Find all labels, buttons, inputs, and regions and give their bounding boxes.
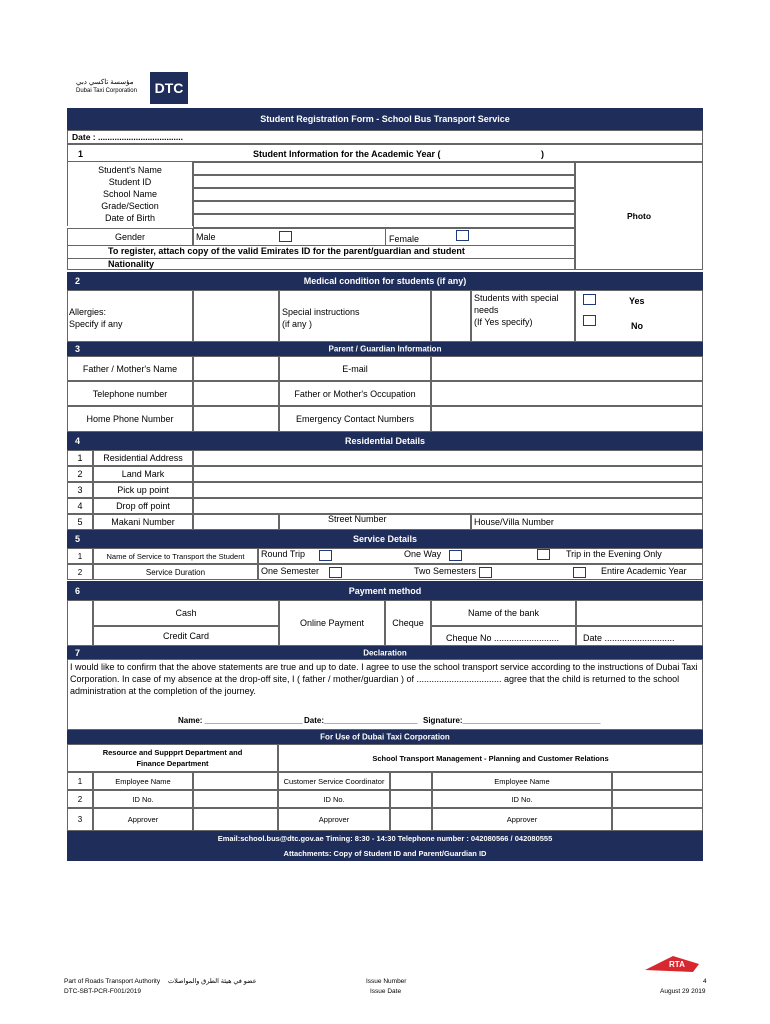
section2-title: Medical condition for students (if any) bbox=[303, 276, 467, 286]
office-col1-header bbox=[67, 744, 278, 772]
special-instructions-input[interactable] bbox=[431, 290, 471, 342]
section6-number: 6 bbox=[75, 585, 81, 596]
student-name-input[interactable] bbox=[193, 162, 575, 175]
payment-left-border bbox=[67, 600, 93, 646]
father-mother-name-input[interactable] bbox=[193, 356, 279, 381]
one-semester-checkbox[interactable] bbox=[329, 567, 342, 578]
logo-english-text: Dubai Taxi Corporation bbox=[76, 88, 137, 94]
office-col1-header-text: Resource and Suppprt Department and Finance Department bbox=[102, 748, 243, 768]
office-row-2-c[interactable]: ID No. bbox=[432, 790, 612, 808]
residential-row-4-label: Drop off point bbox=[93, 498, 193, 514]
section1-header bbox=[67, 144, 703, 162]
email-input[interactable] bbox=[431, 356, 703, 381]
one-way-label: One Way bbox=[404, 549, 442, 559]
section3-bar bbox=[67, 342, 703, 356]
section6-title: Payment method bbox=[348, 585, 422, 596]
allergies-input[interactable] bbox=[193, 290, 279, 342]
declaration-signature[interactable]: Signature:_______________________________ bbox=[423, 716, 601, 725]
section5-title: Service Details bbox=[352, 534, 418, 544]
label-student-id: Student ID bbox=[108, 177, 152, 187]
special-needs-label-2: needs bbox=[474, 305, 499, 315]
special-needs-no-label: No bbox=[631, 321, 643, 331]
bank-name-extra[interactable] bbox=[576, 600, 703, 626]
school-name-input[interactable] bbox=[193, 188, 575, 201]
section4-bar bbox=[67, 432, 703, 450]
home-phone-label: Home Phone Number bbox=[67, 406, 193, 432]
cheque-no-label: Cheque No .......................... bbox=[446, 633, 560, 643]
house-villa-label: House/Villa Number bbox=[474, 517, 554, 527]
nationality-row[interactable] bbox=[67, 258, 575, 270]
two-semesters-label: Two Semesters bbox=[414, 566, 477, 576]
office-row-3-num: 3 bbox=[67, 808, 93, 831]
footer-issue-date-label: Issue Date bbox=[370, 988, 402, 995]
father-mother-name-label: Father / Mother's Name bbox=[67, 356, 193, 381]
one-way-checkbox[interactable] bbox=[449, 550, 462, 561]
office-row-3-a-input[interactable] bbox=[193, 808, 278, 831]
contact-info: Email:school.bus@dtc.gov.ae Timing: 8:30 - 14:30 Telephone number : 042080566 / 042080555 bbox=[217, 834, 553, 843]
entire-year-label: Entire Academic Year bbox=[601, 566, 687, 576]
contact-bar bbox=[67, 831, 703, 861]
occupation-input[interactable] bbox=[431, 381, 703, 406]
office-row-1-a-input[interactable] bbox=[193, 772, 278, 790]
date-line[interactable]: Date : .................................... bbox=[67, 130, 703, 144]
cheque-date-field[interactable] bbox=[576, 626, 703, 646]
office-row-1-num: 1 bbox=[67, 772, 93, 790]
footer-issue-number-label: Issue Number bbox=[366, 978, 407, 985]
footer-issue-date: August 29 2019 bbox=[660, 988, 706, 995]
section5-number: 5 bbox=[75, 534, 81, 544]
office-row-3-b[interactable]: Approver bbox=[278, 808, 390, 831]
office-col2-header-text: School Transport Management - Planning and Customer Relations bbox=[372, 753, 609, 763]
office-row-2-b[interactable]: ID No. bbox=[278, 790, 390, 808]
male-checkbox[interactable] bbox=[279, 231, 292, 242]
label-student-name: Student's Name bbox=[98, 165, 162, 175]
office-row-2-num: 2 bbox=[67, 790, 93, 808]
office-row-3-c-input[interactable] bbox=[612, 808, 703, 831]
label-date-of-birth: Date of Birth bbox=[104, 213, 156, 223]
section1-title: Student Information for the Academic Year ( bbox=[253, 149, 441, 159]
form-title-bar bbox=[67, 108, 703, 130]
section2-number: 2 bbox=[75, 276, 81, 286]
grade-section-input[interactable] bbox=[193, 201, 575, 214]
residential-row-2-label: Land Mark bbox=[93, 466, 193, 482]
male-label: Male bbox=[196, 232, 216, 242]
office-row-1-b-input[interactable] bbox=[390, 772, 432, 790]
telephone-label: Telephone number bbox=[67, 381, 193, 406]
office-row-2-c-input[interactable] bbox=[612, 790, 703, 808]
section7-number: 7 bbox=[75, 647, 81, 658]
round-trip-label: Round Trip bbox=[261, 549, 306, 559]
section7-bar bbox=[67, 646, 703, 659]
section3-number: 3 bbox=[75, 344, 81, 354]
office-row-2-a[interactable]: ID No. bbox=[93, 790, 193, 808]
special-needs-yes-label: Yes bbox=[629, 296, 645, 306]
service-row-2-num: 2 bbox=[67, 564, 93, 580]
gender-label: Gender bbox=[114, 232, 146, 242]
office-row-2-b-input[interactable] bbox=[390, 790, 432, 808]
footer-part-of: Part of Roads Transport Authority bbox=[64, 978, 161, 985]
special-needs-label-1: Students with special bbox=[474, 293, 559, 303]
residential-row-3-label: Pick up point bbox=[93, 482, 193, 498]
section7-title: Declaration bbox=[363, 648, 407, 657]
special-needs-label-3: (If Yes specify) bbox=[474, 317, 533, 327]
cash-option[interactable]: Cash bbox=[93, 600, 279, 626]
residential-row-1-num: 1 bbox=[67, 450, 93, 466]
office-row-2-a-input[interactable] bbox=[193, 790, 278, 808]
special-needs-yes-checkbox[interactable] bbox=[583, 294, 596, 305]
round-trip-checkbox[interactable] bbox=[319, 550, 332, 561]
service-name-label: Name of Service to Transport the Student bbox=[93, 548, 258, 564]
gender-options bbox=[193, 228, 575, 246]
entire-year-checkbox[interactable] bbox=[573, 567, 586, 578]
special-needs-no-checkbox[interactable] bbox=[583, 315, 596, 326]
logo-mark bbox=[150, 72, 188, 104]
logo-mark-text: DTC bbox=[154, 80, 184, 96]
house-villa-cell[interactable] bbox=[471, 514, 703, 530]
section5-bar bbox=[67, 530, 703, 548]
rta-logo-text: RTA bbox=[669, 960, 685, 969]
dropoff-point-input[interactable] bbox=[193, 498, 703, 514]
service-row-1-num: 1 bbox=[67, 548, 93, 564]
section1-close: ) bbox=[541, 149, 544, 159]
attachments-note: Attachments: Copy of Student ID and Parent/Guardian ID bbox=[283, 849, 487, 858]
section4-number: 4 bbox=[75, 436, 81, 446]
service-duration-label: Service Duration bbox=[93, 564, 258, 580]
residential-row-5-num: 5 bbox=[67, 514, 93, 530]
date-of-birth-input[interactable] bbox=[193, 214, 575, 228]
credit-card-option[interactable]: Credit Card bbox=[93, 626, 279, 646]
office-col2-header bbox=[278, 744, 703, 772]
office-row-3-c[interactable]: Approver bbox=[432, 808, 612, 831]
residential-row-2-num: 2 bbox=[67, 466, 93, 482]
label-school-name: School Name bbox=[102, 189, 158, 199]
evening-trip-checkbox[interactable] bbox=[537, 549, 550, 560]
street-number-cell[interactable] bbox=[279, 514, 471, 530]
gender-divider bbox=[385, 228, 386, 246]
residential-row-4-num: 4 bbox=[67, 498, 93, 514]
student-id-input[interactable] bbox=[193, 175, 575, 188]
nationality-label: Nationality bbox=[108, 259, 155, 269]
office-use-title: For Use of Dubai Taxi Corporation bbox=[320, 732, 450, 742]
footer-issue-number: 4 bbox=[703, 978, 707, 985]
allergies-label-2: Specify if any bbox=[69, 319, 123, 329]
special-instructions-label-2: (if any ) bbox=[282, 319, 313, 329]
section2-bar bbox=[67, 272, 703, 290]
footer-part-of-arabic: عضو في هيئة الطرق والمواصلات bbox=[168, 978, 257, 985]
declaration-date[interactable]: Date:_____________________ bbox=[304, 716, 418, 725]
makani-number-input[interactable] bbox=[193, 514, 279, 530]
two-semesters-checkbox[interactable] bbox=[479, 567, 492, 578]
office-use-bar bbox=[67, 730, 703, 744]
residential-row-1-label: Residential Address bbox=[93, 450, 193, 466]
street-number-label: Street Number bbox=[328, 514, 387, 524]
evening-trip-label: Trip in the Evening Only bbox=[566, 549, 662, 559]
label-grade-section: Grade/Section bbox=[101, 201, 159, 211]
section1-number: 1 bbox=[78, 149, 84, 159]
emirates-id-note-text: To register, attach copy of the valid Emirates ID for the parent/guardian and student bbox=[108, 246, 465, 256]
section4-title: Residential Details bbox=[344, 436, 426, 446]
office-row-1-b[interactable]: Customer Service Coordinator bbox=[278, 772, 390, 790]
email-label: E-mail bbox=[279, 356, 431, 381]
female-label: Female bbox=[389, 234, 420, 244]
office-row-1-c-input[interactable] bbox=[612, 772, 703, 790]
logo-arabic-text: مؤسسة تاكسي دبي bbox=[76, 79, 134, 86]
cheque-option[interactable]: Cheque bbox=[385, 600, 431, 646]
residential-address-input[interactable] bbox=[193, 450, 703, 466]
section6-bar bbox=[67, 581, 703, 600]
special-instructions-label-1: Special instructions bbox=[282, 307, 360, 317]
photo-label: Photo bbox=[626, 211, 652, 221]
declaration-name[interactable]: Name: ______________________ bbox=[178, 716, 303, 725]
rta-logo bbox=[643, 954, 701, 974]
office-row-3-a[interactable]: Approver bbox=[93, 808, 193, 831]
bank-name-field[interactable]: Name of the bank bbox=[431, 600, 576, 626]
emergency-input[interactable] bbox=[431, 406, 703, 432]
allergies-label-1: Allergies: bbox=[69, 307, 107, 317]
pickup-point-input[interactable] bbox=[193, 482, 703, 498]
female-checkbox[interactable] bbox=[456, 230, 469, 241]
cheque-date-label: Date ............................ bbox=[583, 633, 675, 643]
home-phone-input[interactable] bbox=[193, 406, 279, 432]
occupation-label: Father or Mother's Occupation bbox=[279, 381, 431, 406]
office-row-1-c[interactable]: Employee Name bbox=[432, 772, 612, 790]
dtc-logo bbox=[70, 72, 190, 104]
declaration-text: I would like to confirm that the above statements are true and up to date. I agree to use the school transport service according to the instructions of Dubai Taxi Corporation. In case of my absence at the drop-off site, I ( father / mother/guardian ) of .................................. agree that the child is returned to the school administration at the completion of the journey. bbox=[70, 662, 698, 696]
emergency-label: Emergency Contact Numbers bbox=[279, 406, 431, 432]
residential-row-5-label: Makani Number bbox=[93, 514, 193, 530]
office-row-3-b-input[interactable] bbox=[390, 808, 432, 831]
land-mark-input[interactable] bbox=[193, 466, 703, 482]
gender-label-cell bbox=[67, 228, 193, 246]
footer-doc-code: DTC-SBT-PCR-F001/2019 bbox=[64, 988, 141, 995]
photo-box[interactable] bbox=[575, 162, 703, 270]
telephone-input[interactable] bbox=[193, 381, 279, 406]
emirates-id-note bbox=[67, 246, 575, 258]
office-row-1-a[interactable]: Employee Name bbox=[93, 772, 193, 790]
form-title: Student Registration Form - School Bus Transport Service bbox=[260, 114, 510, 124]
residential-row-3-num: 3 bbox=[67, 482, 93, 498]
cheque-no-field[interactable] bbox=[431, 626, 576, 646]
online-payment-option[interactable]: Online Payment bbox=[279, 600, 385, 646]
one-semester-label: One Semester bbox=[261, 566, 320, 576]
section3-title: Parent / Guardian Information bbox=[328, 344, 442, 354]
declaration-box bbox=[67, 659, 703, 730]
